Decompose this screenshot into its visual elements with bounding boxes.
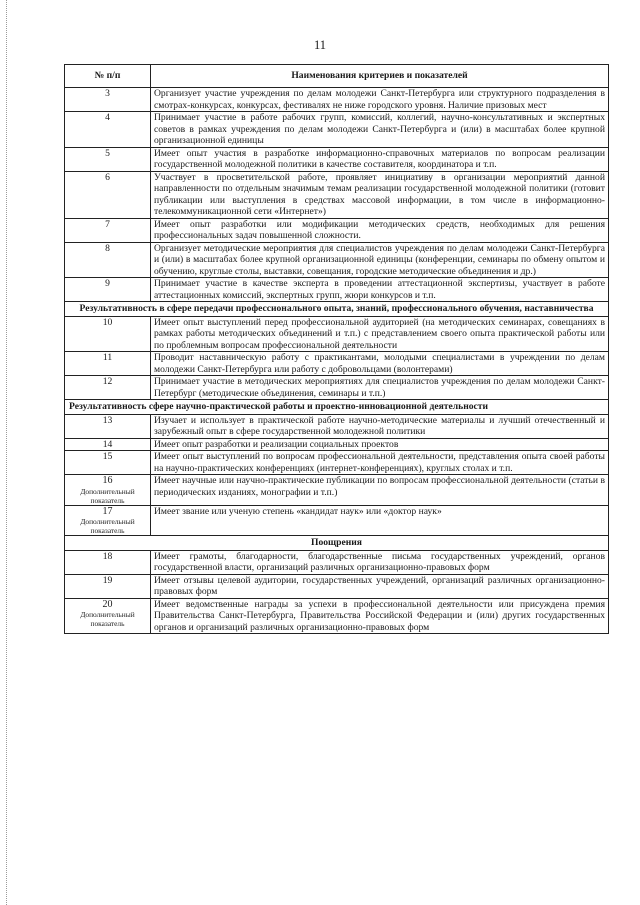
criterion-text: Имеет звание или ученую степень «кандидат наук» или «доктор наук» [151,505,609,536]
row-number: 20 [102,598,113,610]
row-number: 12 [65,376,151,400]
row-number: 11 [65,352,151,376]
criterion-text: Участвует в просветительской работе, проявляет инициативу в организации мероприятий данной направленности по отдельным значимым темам реализации государственной молодежной политики (готовит публикации или выступления в средствах массовой информации, в том числе в информационно-телекоммуникационной сети «Интернет») [151,171,609,218]
row-number: 10 [65,316,151,352]
row-number: 16 [102,475,113,486]
criterion-text: Имеет отзывы целевой аудитории, государственных учреждений, организаций различных организационно-правовых форм [151,574,609,598]
table-row [65,574,609,598]
criterion-text: Принимает участие в работе рабочих групп, комиссий, коллегий, научно-консультативных и экспертных советов в рамках учреждения по делам молодежи Санкт-Петербурга и (или) в масштабах более крупной организационной единицы [151,112,609,148]
row-number: 6 [65,171,151,218]
criterion-text: Изучает и использует в практической работе научно-методические материалы и лучший отечественный и зарубежный опыт в сфере государственной молодежной политики [151,414,609,438]
table-row [65,112,609,148]
criterion-text: Проводит наставническую работу с практикантами, молодыми специалистами в учреждении по делам молодежи Санкт-Петербурга или работу с добровольцами (волонтерами) [151,352,609,376]
table-row [65,171,609,218]
table-row [65,376,609,400]
row-number: 17 [102,505,113,517]
column-header-criteria: Наименования критериев и показателей [151,65,609,88]
page-number: 11 [313,38,327,52]
section-title-research: Результативность сфере научно-практической работы и проектно-инновационной деятельности [65,400,609,415]
additional-indicator-note: Дополнительный показатель [80,517,135,535]
row-number: 5 [65,147,151,171]
criterion-text: Организует участие учреждения по делам молодежи Санкт-Петербурга или структурного подразделения в смотрах-конкурсах, конкурсах, фестивалях не ниже городского уровня. Наличие призовых мест [151,88,609,112]
table-row [65,88,609,112]
criterion-text: Организует методические мероприятия для специалистов учреждения по делам молодежи Санкт-Петербурга и (или) в масштабах более крупной организационной единицы (конференции, семинары по обмену опытом и обучению, круглые столы, выставки, совещания, городские методические объединения и др.) [151,242,609,278]
section-title-mentoring: Результативность в сфере передачи профессионального опыта, знаний, профессионального обучения, наставничества [65,302,609,317]
criterion-text: Имеет ведомственные награды за успехи в профессиональной деятельности или присуждена премия Правительства Санкт-Петербурга, Правительства Российской Федерации и (или) других государственных органов и организаций различных организационно-правовых форм [151,598,609,634]
table-row [65,451,609,475]
section-header-row [65,400,609,415]
table-row [65,598,609,634]
criterion-text: Имеет научные или научно-практические публикации по вопросам профессиональной деятельности (статьи в периодических изданиях, монографии и т.п.) [151,475,609,506]
row-number-cell [65,598,151,634]
table-row [65,352,609,376]
row-number: 13 [65,414,151,438]
criterion-text: Принимает участие в методических мероприятиях для специалистов учреждения по делам молодежи Санкт-Петербург (методические объединения, семинары и т.п.) [151,376,609,400]
table-row [65,218,609,242]
row-number: 19 [65,574,151,598]
table-row [65,475,609,506]
section-header-row [65,302,609,317]
section-header-row [65,536,609,551]
criteria-table [64,64,609,634]
row-number: 3 [65,88,151,112]
row-number: 9 [65,278,151,302]
additional-indicator-note: Дополнительный показатель [80,486,135,505]
criterion-text: Имеет грамоты, благодарности, благодарственные письма государственных учреждений, органов государственной власти, организаций различных организационно-правовых форм [151,550,609,574]
row-number: 14 [65,438,151,451]
criterion-text: Имеет опыт выступлений по вопросам профессиональной деятельности, представления опыта своей работы на научно-практических конференциях (интернет-конференциях), круглых столах и т.п. [151,451,609,475]
table-header-row [65,65,609,88]
additional-indicator-note: Дополнительный показатель [80,610,135,628]
criterion-text: Имеет опыт выступлений перед профессиональной аудиторией (на методических семинарах, совещаниях в рамках работы методических объединений и т.п.) с представлением своего опыта практической работы или по проблемным вопросам профессиональной деятельности [151,316,609,352]
table-row [65,147,609,171]
table-row [65,278,609,302]
table-row [65,550,609,574]
row-number-cell [65,475,151,506]
row-number-cell [65,505,151,536]
scan-edge [6,0,7,905]
criterion-text: Принимает участие в качестве эксперта в проведении аттестационной экспертизы, участвует в работе аттестационных комиссий, экспертных групп, жюри конкурсов и т.п. [151,278,609,302]
criterion-text: Имеет опыт разработки и реализации социальных проектов [151,438,609,451]
table-row [65,438,609,451]
row-number: 8 [65,242,151,278]
criterion-text: Имеет опыт участия в разработке информационно-справочных материалов по вопросам реализации государственной молодежной политики в качестве составителя, координатора и т.п. [151,147,609,171]
row-number: 7 [65,218,151,242]
table-row [65,316,609,352]
row-number: 4 [65,112,151,148]
row-number: 18 [65,550,151,574]
criterion-text: Имеет опыт разработки или модификации методических средств, необходимых для решения профессиональных задач повышенной сложности. [151,218,609,242]
table-row [65,505,609,536]
table-row [65,242,609,278]
section-title-awards: Поощрения [65,536,609,551]
row-number: 15 [65,451,151,475]
table-row [65,414,609,438]
column-header-number: № п/п [65,65,151,88]
